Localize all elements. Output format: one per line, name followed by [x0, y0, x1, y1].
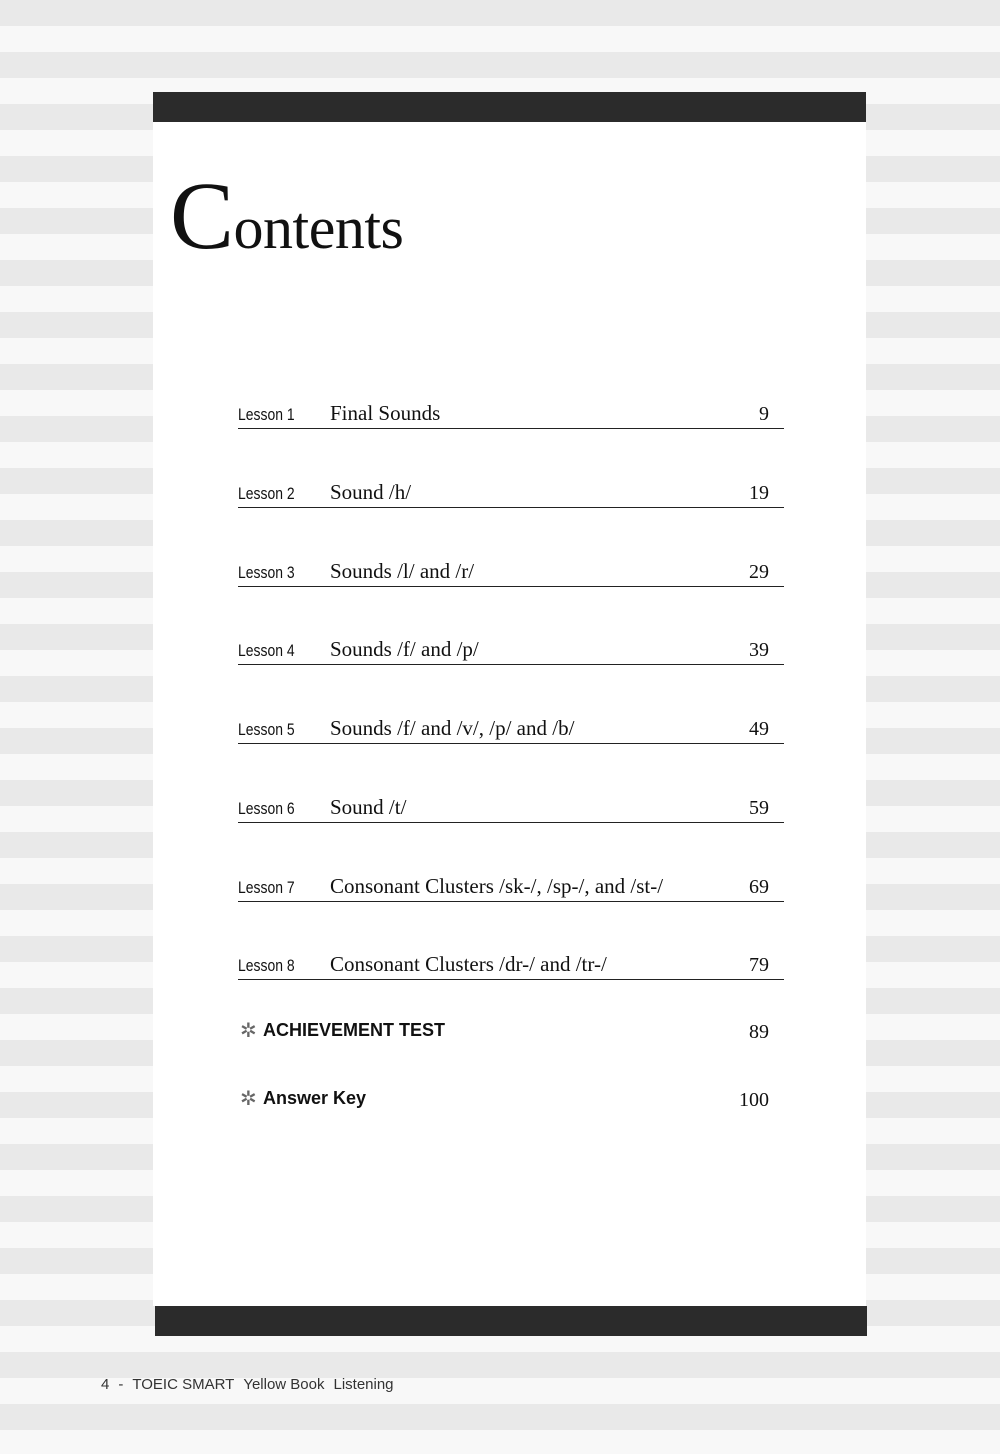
lesson-number: Lesson 8 [238, 956, 295, 975]
page-number: 69 [749, 876, 769, 898]
page-number: 89 [749, 1021, 769, 1043]
footer-bar [155, 1306, 867, 1336]
lesson-number: Lesson 1 [238, 405, 295, 424]
page-number: 49 [749, 718, 769, 740]
lesson-title: Sounds /f/ and /p/ [330, 637, 479, 661]
lesson-number: Lesson 6 [238, 799, 295, 818]
footer-page-number: 4 [101, 1376, 110, 1393]
lesson-title: Consonant Clusters /dr-/ and /tr-/ [330, 952, 607, 976]
page-number: 19 [749, 482, 769, 504]
footer-separator: - [118, 1376, 124, 1393]
lesson-title: Sounds /f/ and /v/, /p/ and /b/ [330, 716, 575, 740]
lesson-title: Sound /h/ [330, 480, 412, 504]
page-number: 79 [749, 954, 769, 976]
footer-book-title: TOEIC SMART [132, 1376, 235, 1393]
toc-entry-lesson-1[interactable] [238, 398, 784, 429]
lesson-title: Final Sounds [330, 401, 441, 425]
entry-label: ACHIEVEMENT TEST [263, 1020, 446, 1040]
lesson-title: Sounds /l/ and /r/ [330, 559, 475, 583]
page-number: 59 [749, 797, 769, 819]
page-number: 39 [749, 639, 769, 661]
footer-edition: Yellow Book [243, 1376, 325, 1393]
asterisk-icon: ✲ [240, 1086, 257, 1110]
toc-entry-lesson-3[interactable] [238, 556, 784, 587]
toc-entry-lesson-2[interactable] [238, 477, 784, 508]
lesson-title: Sound /t/ [330, 795, 407, 819]
lesson-number: Lesson 7 [238, 878, 295, 897]
header-bar [153, 92, 866, 122]
toc-entry-lesson-6[interactable] [238, 792, 784, 823]
toc-entry-achievement-test[interactable] [238, 1016, 784, 1046]
entry-label: Answer Key [263, 1088, 367, 1108]
footer-section: Listening [333, 1376, 394, 1393]
toc-entry-lesson-8[interactable] [238, 949, 784, 980]
title-rest: ontents [233, 195, 404, 261]
toc-entry-lesson-7[interactable] [238, 871, 784, 902]
toc-entry-lesson-4[interactable] [238, 634, 784, 665]
page-number: 29 [749, 561, 769, 583]
lesson-number: Lesson 2 [238, 484, 295, 503]
title-initial: C [170, 162, 234, 269]
toc-entry-lesson-5[interactable] [238, 713, 784, 744]
asterisk-icon: ✲ [240, 1018, 257, 1042]
page-number: 9 [759, 403, 769, 425]
lesson-number: Lesson 3 [238, 563, 295, 582]
toc-entry-answer-key[interactable] [238, 1084, 784, 1114]
lesson-title: Consonant Clusters /sk-/, /sp-/, and /st-/ [330, 874, 664, 898]
page-title [170, 162, 404, 269]
lesson-number: Lesson 5 [238, 720, 295, 739]
page-footer [101, 1376, 403, 1393]
page-number: 100 [739, 1089, 769, 1111]
lesson-number: Lesson 4 [238, 641, 295, 660]
